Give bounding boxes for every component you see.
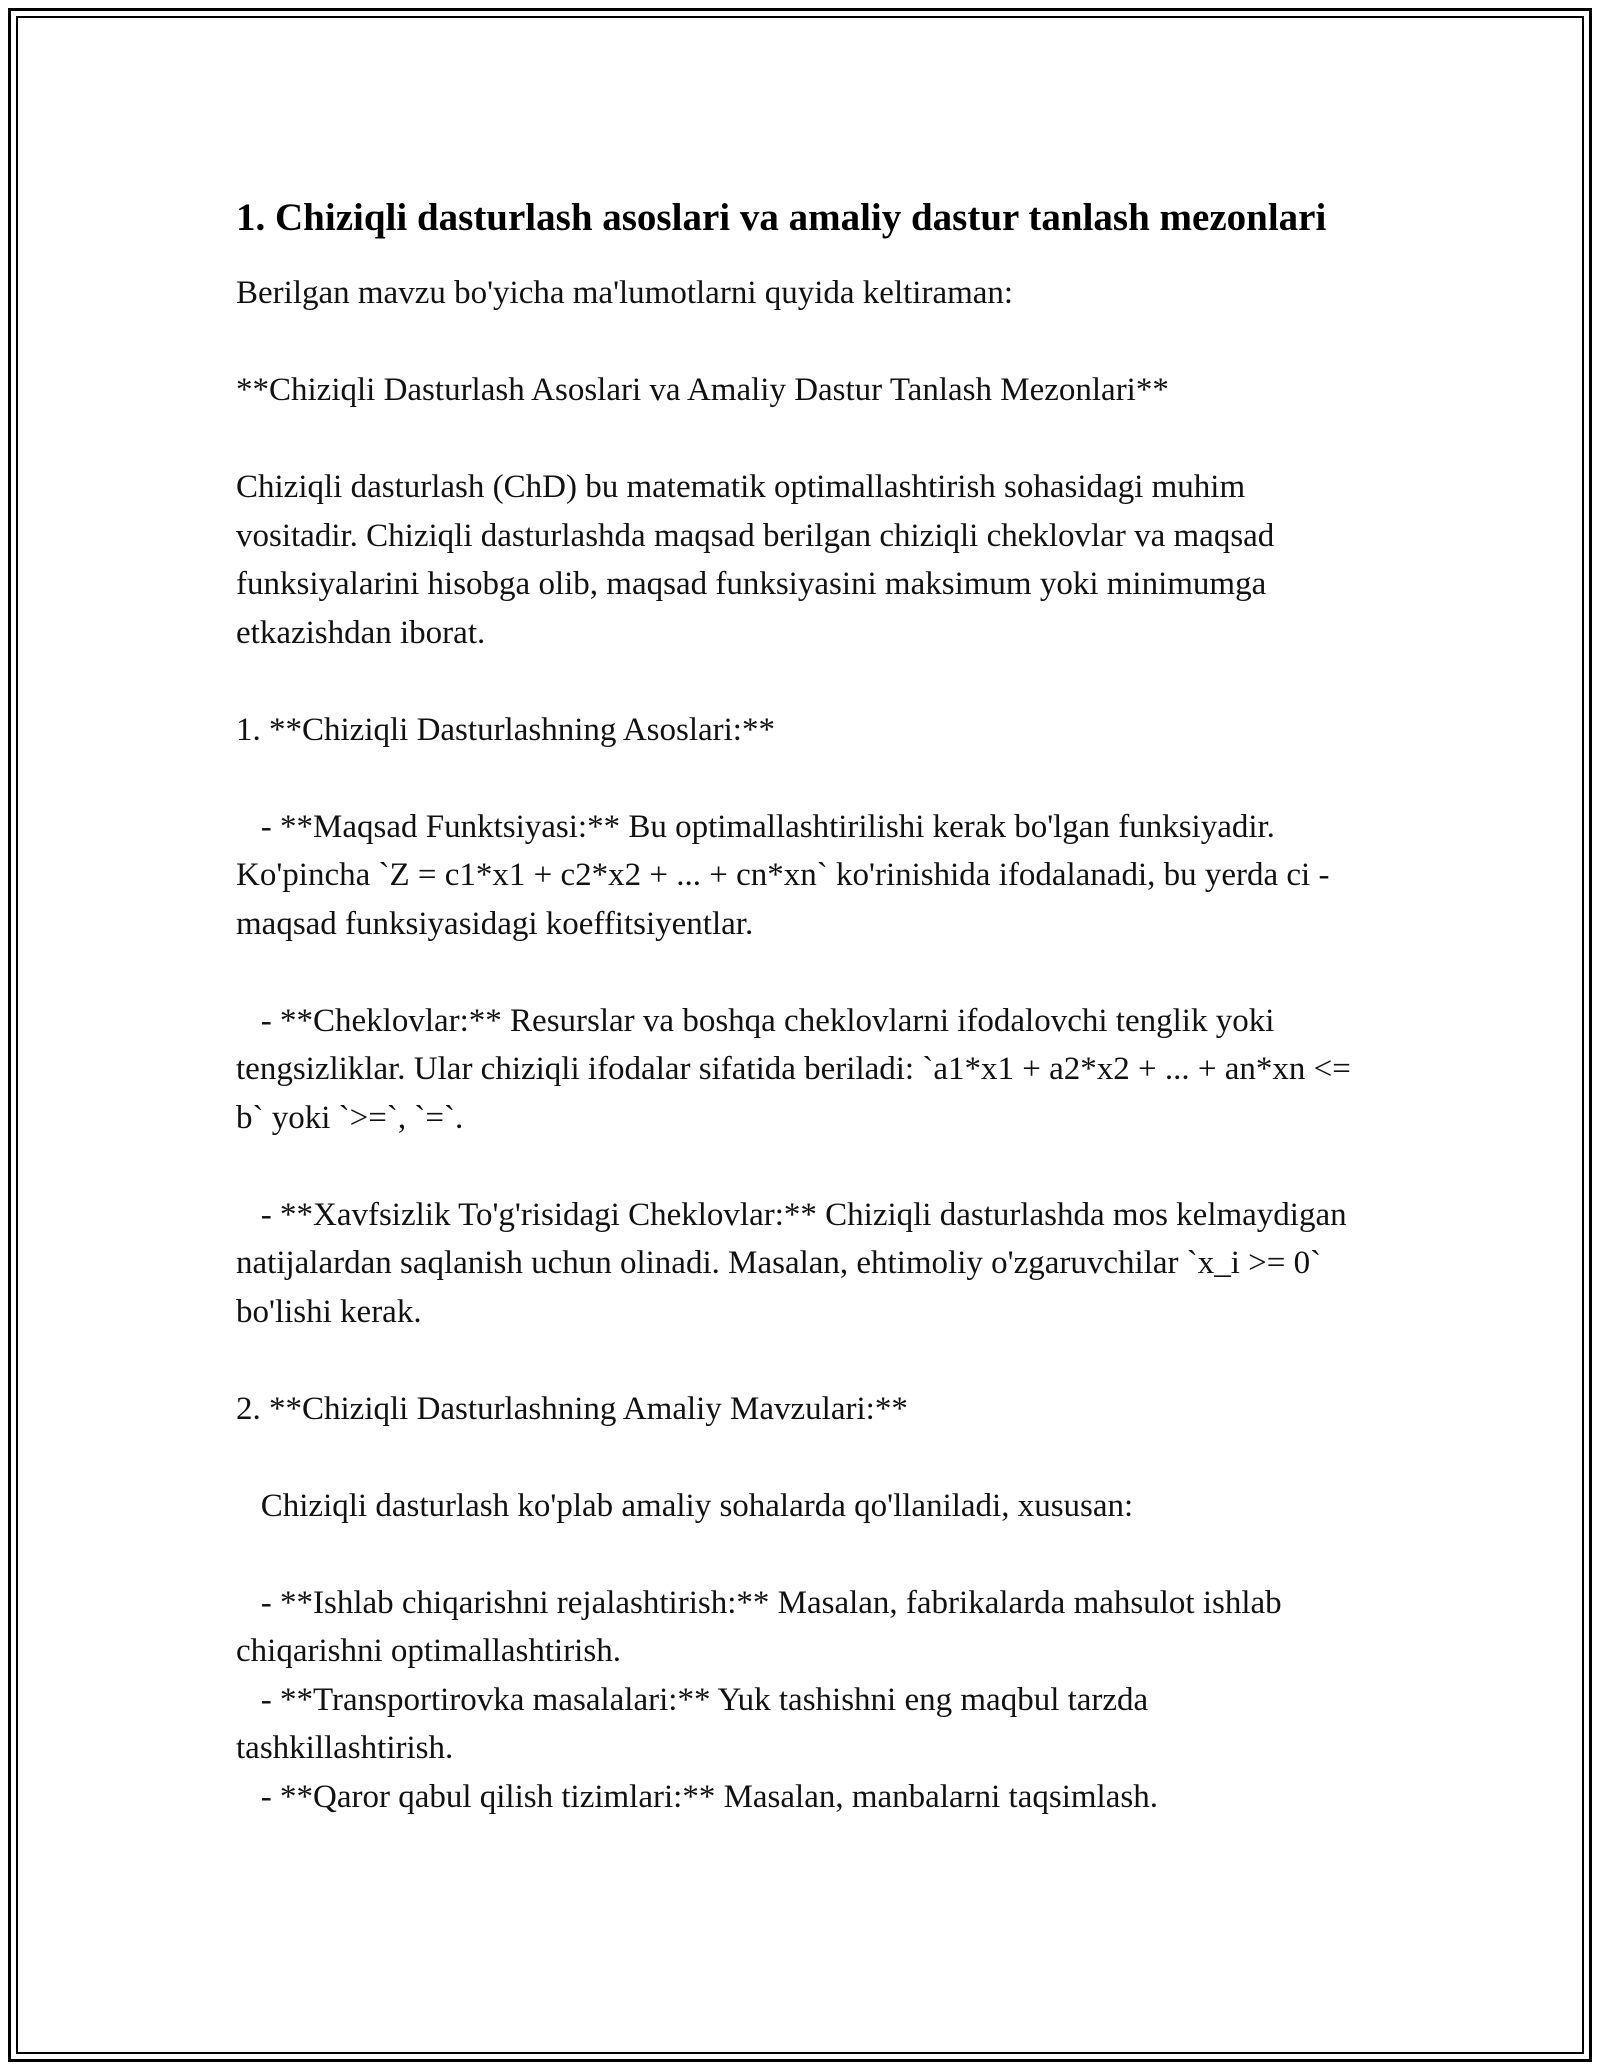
subsection-heading-applications: 2. **Chiziqli Dasturlashning Amaliy Mavzulari:** xyxy=(236,1390,908,1427)
bullet-objective-function: - **Maqsad Funktsiyasi:** Bu optimallashtirilishi kerak bo'lgan funksiyadir. Ko'pincha `Z = c1*x1 + c2*x2 + ... + cn*xn` ko'rinishida ifodalanadi, bu yerda ci - maqsad funksiyasidagi koeffitsiyentlar. xyxy=(236,808,1338,942)
list-item: - **Ishlab chiqarishni rejalashtirish:** Masalan, fabrikalarda mahsulot ishlab chiqarishni optimallashtirish. xyxy=(236,1584,1290,1669)
section-heading: **Chiziqli Dasturlash Asoslari va Amaliy Dastur Tanlash Mezonlari** xyxy=(236,372,1169,408)
document-title: 1. Chiziqli dasturlash asoslari va amaliy dastur tanlash mezonlari xyxy=(236,196,1327,239)
list-item: - **Qaror qabul qilish tizimlari:** Masalan, manbalarni taqsimlash. xyxy=(236,1778,1158,1815)
document-body xyxy=(236,190,1366,1821)
definition-paragraph: Chiziqli dasturlash (ChD) bu matematik optimallashtirish sohasidagi muhim vositadir. Chiziqli dasturlashda maqsad berilgan chiziqli cheklovlar va maqsad funksiyalarini hisobga olib, maqsad funksiyasini maksimum yoki minimumga etkazishdan iborat. xyxy=(236,469,1283,651)
bullet-safety-constraints: - **Xavfsizlik To'g'risidagi Cheklovlar:** Chiziqli dasturlashda mos kelmaydigan natijalardan saqlanish uchun olinadi. Masalan, ehtimoliy o'zgaruvchilar `x_i >= 0` bo'lishi kerak. xyxy=(236,1196,1355,1330)
subsection-heading-basics: 1. **Chiziqli Dasturlashning Asoslari:** xyxy=(236,711,775,748)
intro-paragraph: Berilgan mavzu bo'yicha ma'lumotlarni quyida keltiraman: xyxy=(236,275,1014,311)
bullet-constraints: - **Cheklovlar:** Resurslar va boshqa cheklovlarni ifodalovchi tenglik yoki tengsizliklar. Ular chiziqli ifodalar sifatida beriladi: `a1*x1 + a2*x2 + ... + an*xn <= b` yoki `>=`, `=`. xyxy=(236,1002,1360,1136)
list-item: - **Transportirovka masalalari:** Yuk tashishni eng maqbul tarzda tashkillashtirish. xyxy=(236,1681,1157,1766)
applications-intro: Chiziqli dasturlash ko'plab amaliy sohalarda qo'llaniladi, xususan: xyxy=(236,1487,1134,1524)
